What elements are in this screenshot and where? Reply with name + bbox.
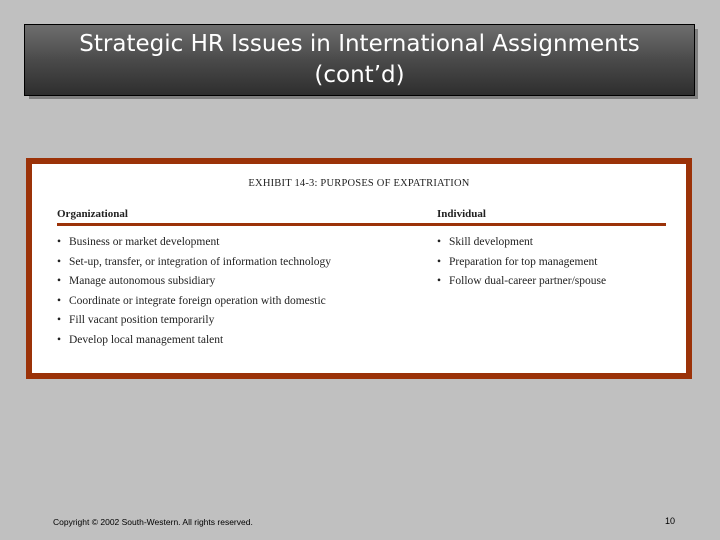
organizational-list bbox=[57, 233, 331, 350]
exhibit-image bbox=[26, 158, 692, 379]
bullet-icon: • bbox=[57, 236, 62, 248]
list-item-text: Coordinate or integrate foreign operation with domestic bbox=[69, 294, 326, 307]
individual-list bbox=[437, 233, 606, 292]
individual-heading: Individual bbox=[437, 208, 486, 220]
list-item-text: Skill development bbox=[449, 236, 534, 248]
page-number: 10 bbox=[664, 516, 675, 526]
bullet-icon: • bbox=[437, 236, 442, 248]
list-item bbox=[57, 311, 331, 331]
list-item-text: Develop local management talent bbox=[69, 333, 224, 346]
list-item bbox=[57, 272, 331, 292]
list-item-text: Set-up, transfer, or integration of information technology bbox=[69, 255, 332, 268]
list-item-text: Manage autonomous subsidiary bbox=[69, 275, 216, 287]
header-divider bbox=[57, 223, 666, 226]
list-item bbox=[437, 253, 606, 273]
exhibit-title: EXHIBIT 14-3: PURPOSES OF EXPATRIATION bbox=[248, 178, 470, 189]
bullet-icon: • bbox=[57, 255, 62, 268]
footer-copyright: Copyright © 2002 South-Western. All rights reserved. bbox=[53, 517, 253, 527]
slide-title-line-1: Strategic HR Issues in International Assignments bbox=[79, 31, 640, 57]
organizational-heading: Organizational bbox=[57, 208, 128, 220]
bullet-icon: • bbox=[437, 255, 442, 268]
list-item bbox=[57, 292, 331, 312]
list-item-text: Preparation for top management bbox=[449, 255, 598, 268]
list-item bbox=[57, 233, 331, 253]
list-item bbox=[437, 272, 606, 292]
bullet-icon: • bbox=[57, 314, 62, 326]
list-item bbox=[437, 233, 606, 253]
list-item-text: Business or market development bbox=[69, 236, 220, 248]
list-item bbox=[57, 331, 331, 351]
list-item bbox=[57, 253, 331, 273]
slide-title bbox=[24, 24, 695, 96]
bullet-icon: • bbox=[57, 275, 62, 287]
list-item-text: Fill vacant position temporarily bbox=[69, 314, 215, 326]
bullet-icon: • bbox=[437, 275, 442, 287]
bullet-icon: • bbox=[57, 333, 62, 346]
list-item-text: Follow dual-career partner/spouse bbox=[449, 275, 607, 287]
bullet-icon: • bbox=[57, 294, 62, 307]
slide-title-line-2: (cont’d) bbox=[314, 62, 405, 88]
